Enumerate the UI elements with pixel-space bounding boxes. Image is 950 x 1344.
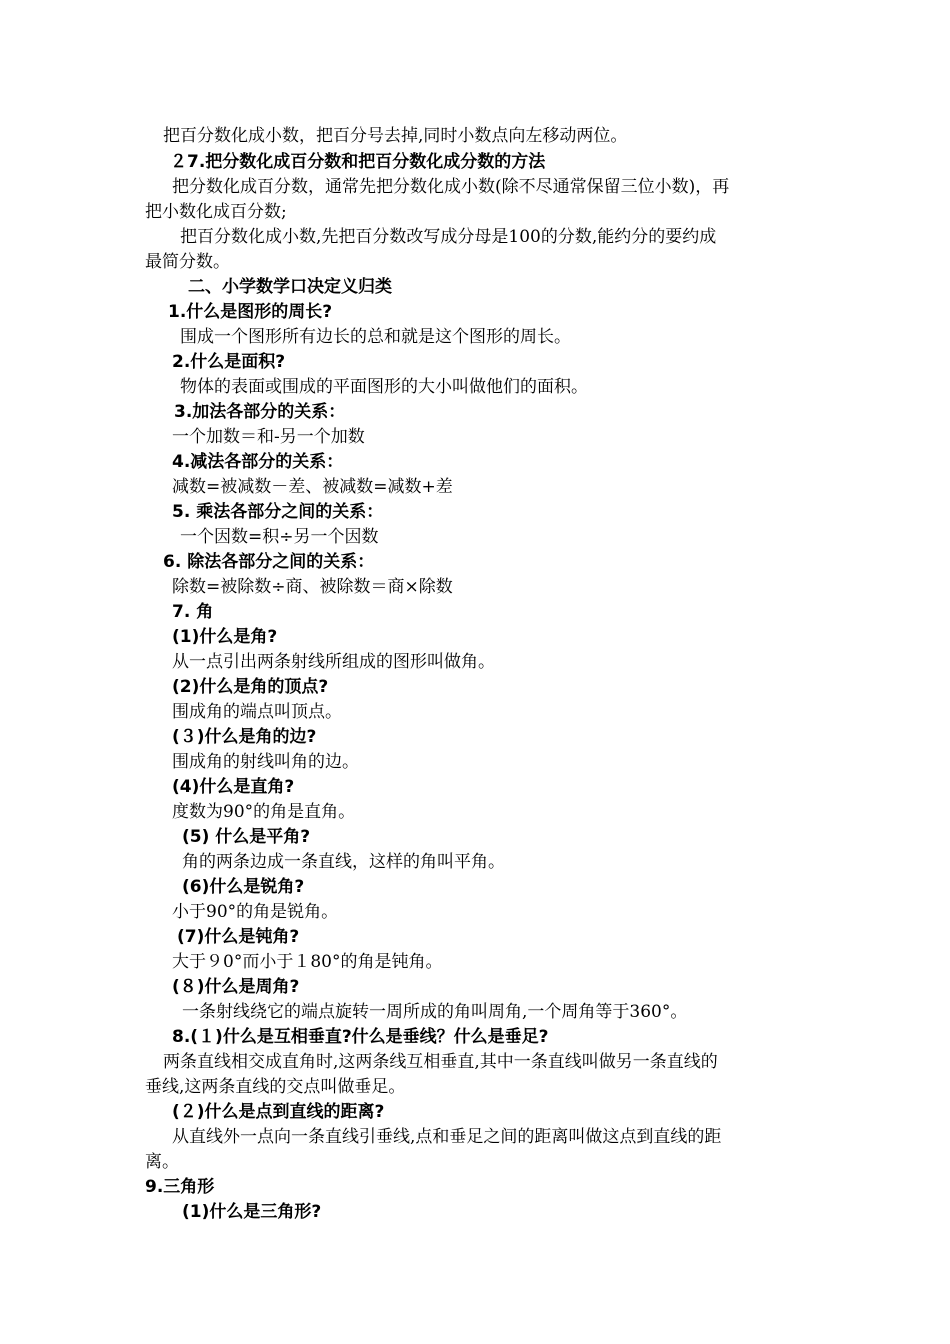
section-heading: 4.减法各部分的关系： <box>172 452 344 472</box>
text-line: 从直线外一点向一条直线引垂线,点和垂足之间的距离叫做这点到直线的距 <box>172 1127 722 1147</box>
text-line: 最简分数。 <box>145 252 230 272</box>
text-line: 一个因数=积÷另一个因数 <box>180 527 379 547</box>
text-line: 围成角的端点叫顶点。 <box>172 702 342 722</box>
text-line: 把百分数化成小数，把百分号去掉,同时小数点向左移动两位。 <box>163 126 628 146</box>
text-line: 物体的表面或围成的平面图形的大小叫做他们的面积。 <box>180 377 588 397</box>
text-line: 把分数化成百分数，通常先把分数化成小数(除不尽通常保留三位小数)，再 <box>172 177 730 197</box>
subsection-heading: (4)什么是直角? <box>172 777 295 797</box>
text-line: 把百分数化成小数,先把百分数改写成分母是100的分数,能约分的要约成 <box>180 227 717 247</box>
section-heading: 9.三角形 <box>145 1177 215 1197</box>
section-heading: ２7.把分数化成百分数和把百分数化成分数的方法 <box>170 152 546 172</box>
text-line: 一条射线绕它的端点旋转一周所成的角叫周角,一个周角等于360°。 <box>182 1002 688 1022</box>
text-line: 围成一个图形所有边长的总和就是这个图形的周长。 <box>180 327 571 347</box>
text-line: 小于90°的角是锐角。 <box>172 902 339 922</box>
text-line: 减数=被减数－差、被减数=减数+差 <box>172 477 453 497</box>
text-line: 离。 <box>145 1152 179 1172</box>
subsection-heading: (6)什么是锐角? <box>182 877 305 897</box>
section-heading: 1.什么是图形的周长? <box>168 302 333 322</box>
text-line: 除数=被除数÷商、被除数＝商×除数 <box>172 577 453 597</box>
subsection-heading: (1)什么是三角形? <box>182 1202 322 1222</box>
section-heading: 3.加法各部分的关系： <box>174 402 346 422</box>
section-heading: 8.(１)什么是互相垂直?什么是垂线？什么是垂足? <box>172 1027 549 1047</box>
text-line: 大于９0°而小于１80°的角是钝角。 <box>172 952 443 972</box>
text-line: 两条直线相交成直角时,这两条线互相垂直,其中一条直线叫做另一条直线的 <box>163 1052 718 1072</box>
text-line: 角的两条边成一条直线，这样的角叫平角。 <box>182 852 505 872</box>
subsection-heading: (３)什么是角的边? <box>172 727 317 747</box>
section-heading: 6. 除法各部分之间的关系： <box>163 552 375 572</box>
subsection-heading: (８)什么是周角? <box>172 977 300 997</box>
section-heading: 5. 乘法各部分之间的关系： <box>172 502 384 522</box>
section-heading: 2.什么是面积? <box>172 352 286 372</box>
text-line: 把小数化成百分数; <box>145 202 287 222</box>
subsection-heading: (2)什么是角的顶点? <box>172 677 329 697</box>
chapter-heading: 二、小学数学口决定义归类 <box>188 277 392 297</box>
subsection-heading: (7)什么是钝角? <box>177 927 300 947</box>
text-line: 垂线,这两条直线的交点叫做垂足。 <box>145 1077 406 1097</box>
text-line: 从一点引出两条射线所组成的图形叫做角。 <box>172 652 495 672</box>
subsection-heading: (5) 什么是平角? <box>182 827 311 847</box>
section-heading: 7. 角 <box>172 602 214 622</box>
subsection-heading: (２)什么是点到直线的距离? <box>172 1102 385 1122</box>
subsection-heading: (1)什么是角? <box>172 627 278 647</box>
text-line: 围成角的射线叫角的边。 <box>172 752 359 772</box>
text-line: 度数为90°的角是直角。 <box>172 802 356 822</box>
text-line: 一个加数＝和-另一个加数 <box>172 427 365 447</box>
